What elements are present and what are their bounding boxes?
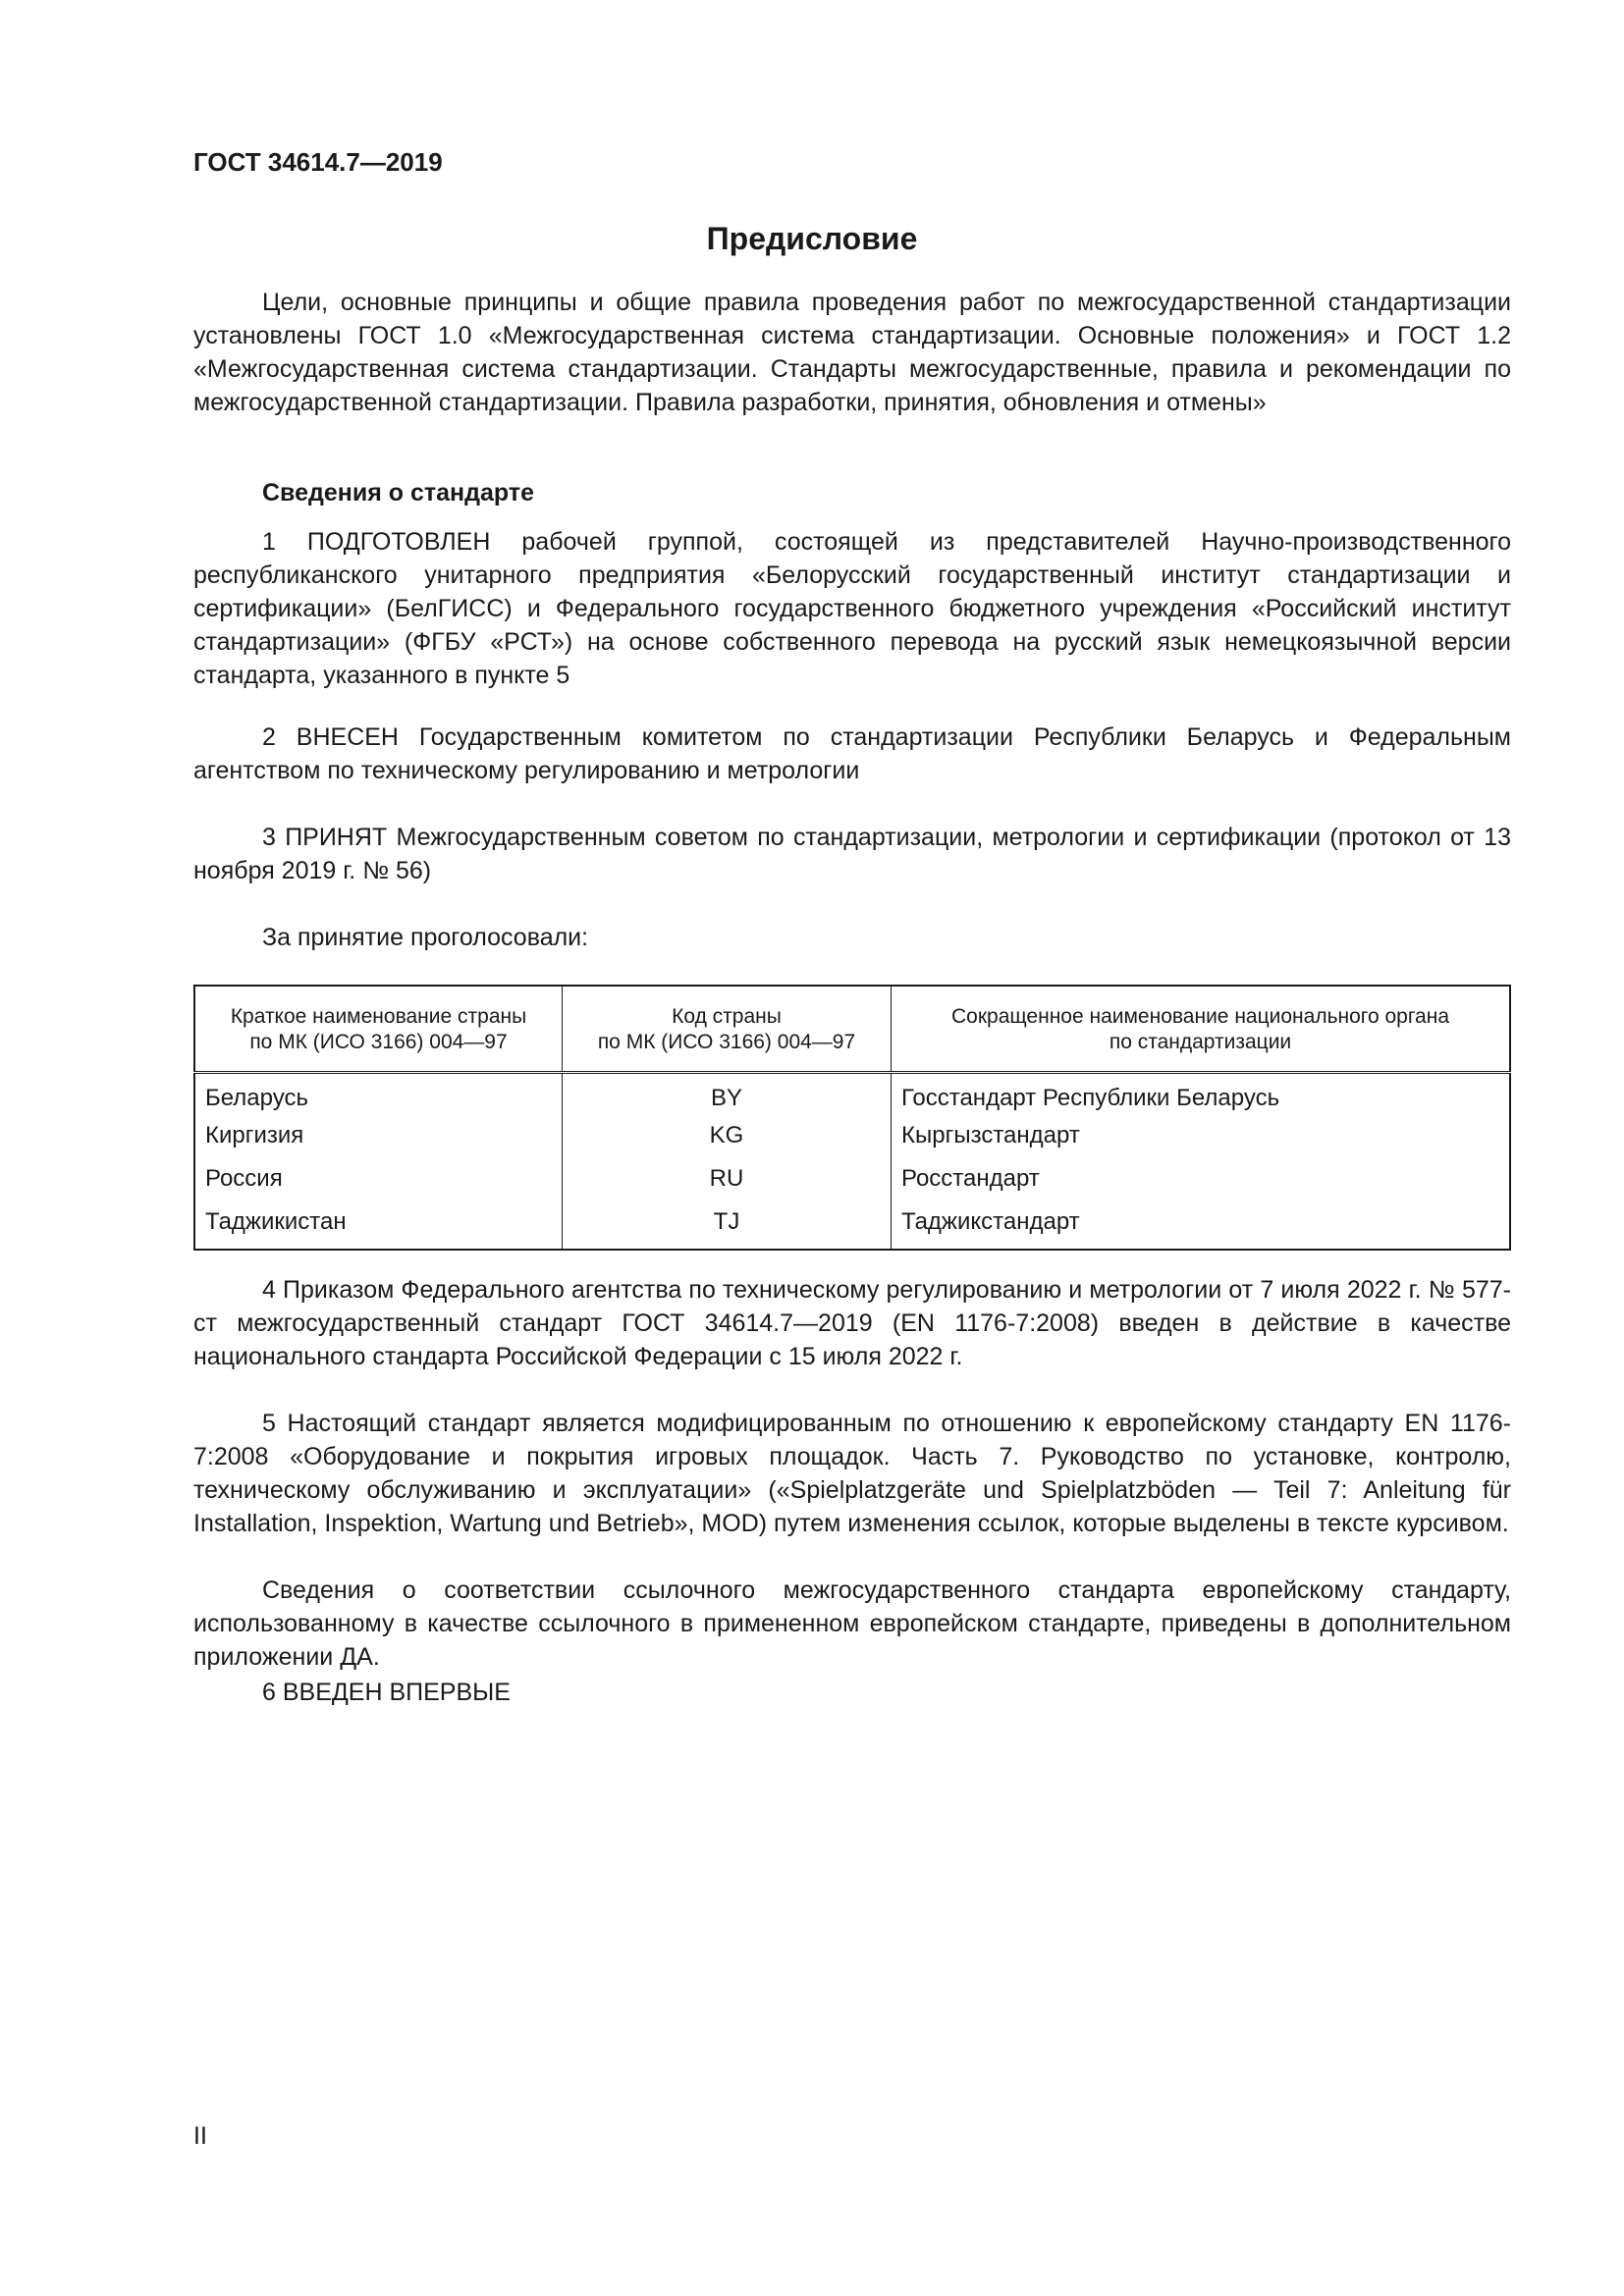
cell-code: KG (563, 1117, 892, 1154)
item-6-paragraph: 6 ВВЕДЕН ВПЕРВЫЕ (262, 1679, 511, 1706)
table-header-row (194, 986, 1510, 1073)
page-title: Предисловие (706, 221, 918, 256)
table-row (194, 1073, 1510, 1118)
header-code (563, 986, 892, 1073)
cell-body: Таджикстандарт (892, 1203, 1511, 1250)
header-country-line2: по МК (ИСО 3166) 004—97 (249, 1031, 508, 1053)
cell-country: Киргизия (194, 1117, 563, 1154)
section-heading: Сведения о стандарте (262, 479, 535, 507)
cell-country: Россия (194, 1154, 563, 1203)
cell-code: RU (563, 1154, 892, 1203)
header-body-line1: Сокращенное наименование национального органа (950, 1005, 1450, 1028)
item-4-paragraph: 4 Приказом Федерального агентства по техническому регулированию и метрологии от 7 июля 2022 г. № 577-ст межгосударственный стандарт ГОСТ 34614.7—2019 (EN 1176-7:2008) введен в действие в качестве национального стандарта Российской Федерации с 15 июля 2022 г. (193, 1276, 1511, 1370)
cell-code: BY (563, 1073, 892, 1118)
item-5-note-paragraph: Сведения о соответствии ссылочного межгосударственного стандарта европейскому стандарту, использованному в качестве ссылочного в примененном европейском стандарте, приведены в дополнительном приложении ДА. (193, 1576, 1511, 1671)
intro-paragraph: Цели, основные принципы и общие правила проведения работ по межгосударственной стандартизации установлены ГОСТ 1.0 «Межгосударственная система стандартизации. Основные положения» и ГОСТ 1.2 «Межгосударственная система стандартизации. Стандарты межгосударственные, правила и рекомендации по межгосударственной стандартизации. Правила разработки, принятия, обновления и отмены» (193, 289, 1511, 416)
header-country-line1: Краткое наименование страны (230, 1005, 527, 1028)
item-1-paragraph: 1 ПОДГОТОВЛЕН рабочей группой, состоящей из представителей Научно-производственного республиканского унитарного предприятия «Белорусский государственный институт стандартизации и сертификации» (БелГИСС) и Федерального государственного бюджетного учреждения «Российский институт стандартизации» (ФГБУ «РСТ») на основе собственного перевода на русский язык немецкоязычной версии стандарта, указанного в пункте 5 (193, 528, 1511, 689)
voted-label: За принятие проголосовали: (262, 924, 589, 951)
item-2-paragraph: 2 ВНЕСЕН Государственным комитетом по стандартизации Республики Беларусь и Федеральным агентством по техническому регулированию и метрологии (193, 723, 1511, 784)
header-body (892, 986, 1511, 1073)
page-number: II (193, 2122, 207, 2150)
cell-country: Таджикистан (194, 1203, 563, 1250)
voting-table (193, 985, 1511, 1251)
cell-body: Кыргызстандарт (892, 1117, 1511, 1154)
item-5-paragraph: 5 Настоящий стандарт является модифицированным по отношению к европейскому стандарту EN 1176-7:2008 «Оборудование и покрытия игровых площадок. Часть 7. Руководство по установке, контролю, техническому обслуживанию и эксплуатации» («Spielplatzgeräte und Spielplatzböden — Teil 7: Anleitung für Installation, Inspektion, Wartung und Betrieb», MOD) путем изменения ссылок, которые выделены в тексте курсивом. (193, 1410, 1511, 1537)
table-row (194, 1117, 1510, 1154)
item-3-paragraph: 3 ПРИНЯТ Межгосударственным советом по стандартизации, метрологии и сертификации (протокол от 13 ноября 2019 г. № 56) (193, 824, 1511, 884)
document-code: ГОСТ 34614.7—2019 (193, 147, 443, 177)
cell-country: Беларусь (194, 1073, 563, 1118)
cell-code: TJ (563, 1203, 892, 1250)
header-country (194, 986, 563, 1073)
table-row (194, 1154, 1510, 1203)
header-code-line1: Код страны (672, 1005, 782, 1028)
table-row (194, 1203, 1510, 1250)
header-code-line2: по МК (ИСО 3166) 004—97 (597, 1031, 856, 1053)
header-body-line2: по стандартизации (1109, 1031, 1292, 1053)
cell-body: Госстандарт Республики Беларусь (892, 1073, 1511, 1118)
cell-body: Росстандарт (892, 1154, 1511, 1203)
